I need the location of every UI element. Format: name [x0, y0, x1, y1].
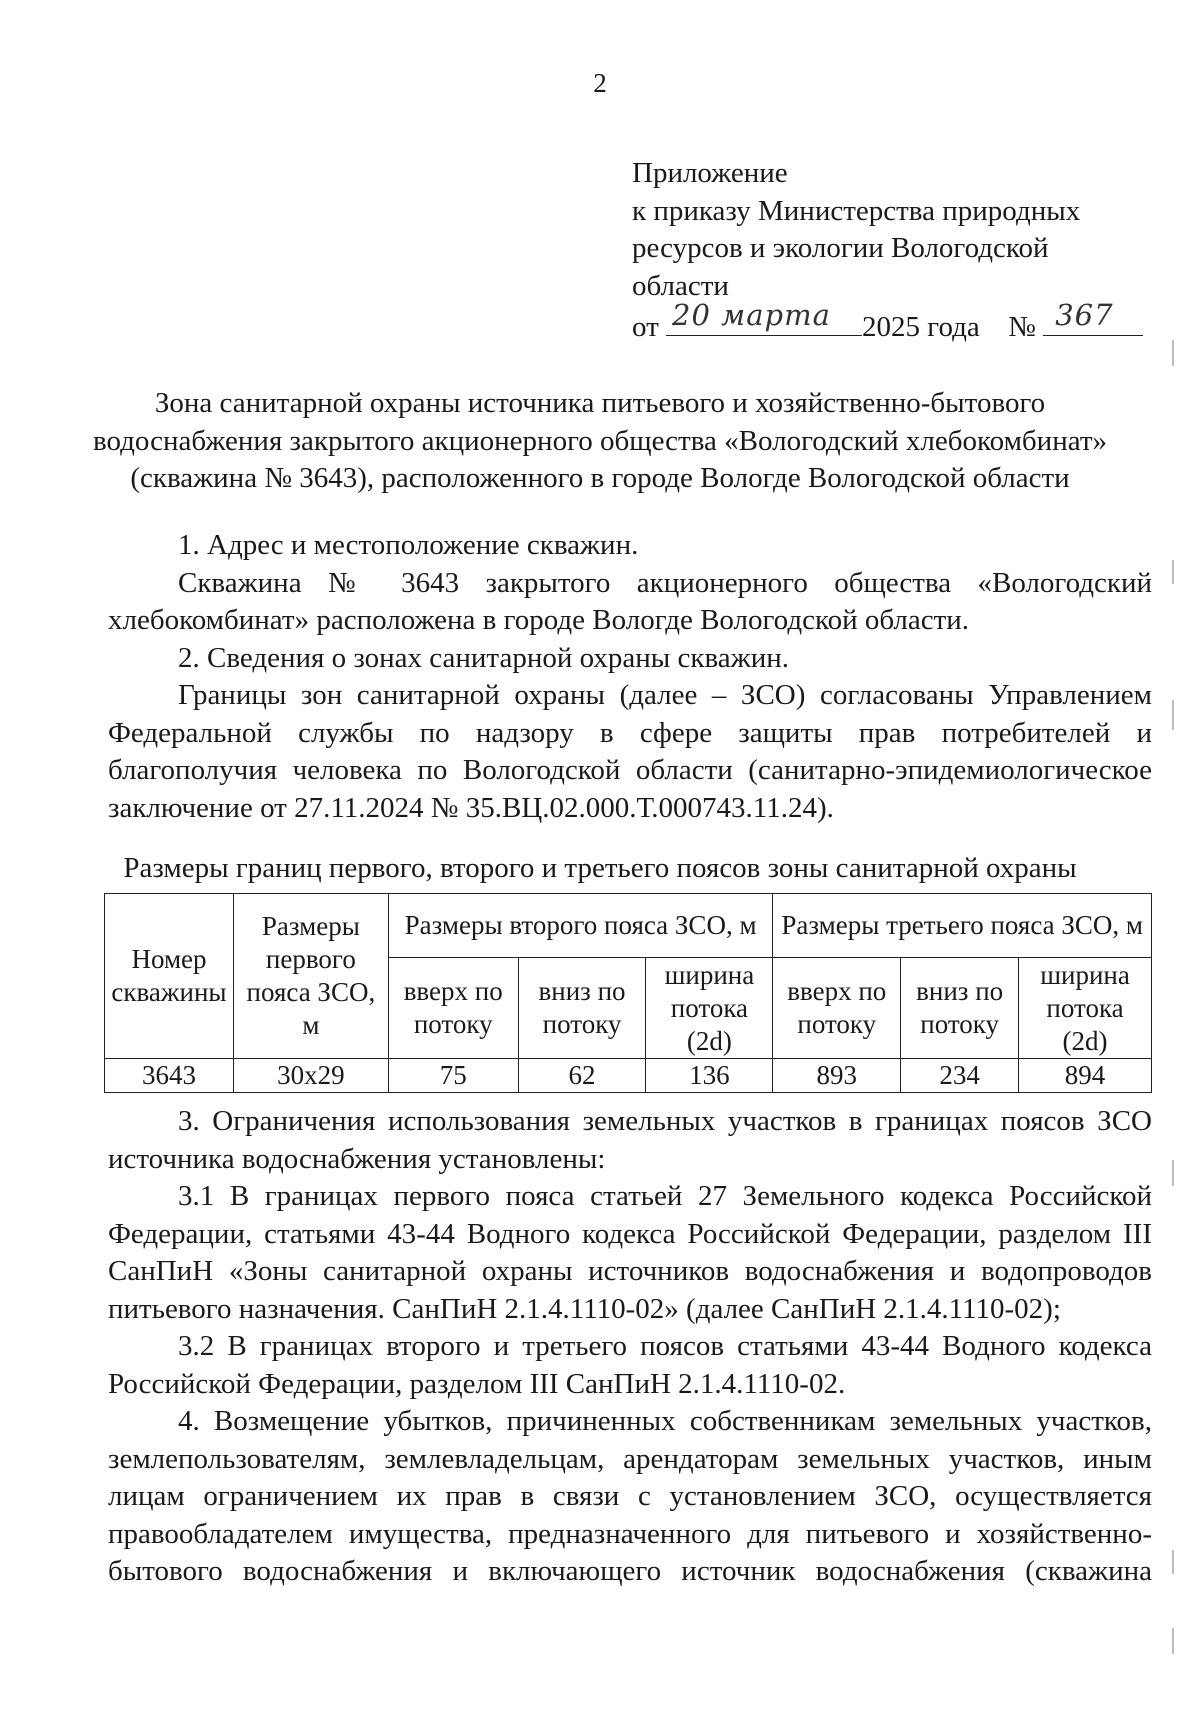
handwritten-date: 20 марта	[672, 297, 831, 332]
section-1-heading: 1. Адрес и местоположение скважин.	[178, 529, 639, 561]
section-3-2-text: 3.2 В границах второго и третьего поясов статьями 43-44 Водного кодекса Российской Федерации, разделом III СанПиН 2.1.4.1110-02.	[108, 1330, 1152, 1400]
cell-third-down: 234	[901, 1059, 1019, 1093]
scan-edge-mark	[1172, 560, 1174, 584]
handwritten-number: 367	[1055, 297, 1114, 332]
appendix-line: Приложение	[632, 157, 788, 189]
table-row	[105, 1059, 1152, 1093]
scan-edge-mark	[1172, 1160, 1174, 1186]
header-third-width: ширина потока (2d)	[1019, 958, 1152, 1059]
number-label: №	[1008, 311, 1036, 343]
appendix-date-line	[632, 297, 1143, 347]
scan-edge-mark	[1172, 340, 1174, 366]
header-third-belt: Размеры третьего пояса ЗСО, м	[773, 894, 1152, 958]
cell-second-down: 62	[518, 1059, 646, 1093]
title-line: Зона санитарной охраны источника питьевого и хозяйственно-бытового	[154, 387, 1046, 419]
appendix-line: области	[632, 269, 729, 302]
date-prefix: от	[632, 311, 659, 343]
scan-edge-mark	[1172, 1550, 1174, 1574]
cell-well: 3643	[105, 1059, 234, 1093]
section-3-1-text: 3.1 В границах первого пояса статьей 27 Земельного кодекса Российской Федерации, статьями 43-44 Водного кодекса Российской Федерации, разделом III СанПиН «Зоны санитарной охраны источников водоснабжения и водопроводов питьевого назначения. СанПиН 2.1.4.1110-02» (далее СанПиН 2.1.4.1110-02);	[108, 1180, 1152, 1325]
page-number: 2	[593, 68, 607, 98]
cell-third-up: 893	[773, 1059, 901, 1093]
section-2-heading: 2. Сведения о зонах санитарной охраны скважин.	[178, 641, 789, 674]
header-second-upstream: вверх по потоку	[388, 958, 518, 1059]
scan-edge-mark	[1172, 700, 1174, 730]
title-line: водоснабжения закрытого акционерного общества «Вологодский хлебокомбинат»	[92, 424, 1108, 457]
header-second-belt: Размеры второго пояса ЗСО, м	[388, 894, 773, 958]
cell-second-up: 75	[388, 1059, 518, 1093]
cell-third-width: 894	[1019, 1059, 1152, 1093]
scan-edge-mark	[1172, 1628, 1174, 1654]
section-3-text: 3. Ограничения использования земельных участков в границах поясов ЗСО источника водоснабжения установлены:	[108, 1105, 1152, 1175]
zso-dimensions-table	[104, 893, 1152, 1093]
header-second-width: ширина потока (2d)	[646, 958, 773, 1059]
cell-first-belt: 30х29	[233, 1059, 388, 1093]
sections-1-2	[108, 527, 1152, 827]
appendix-line: к приказу Министерства природных	[632, 194, 1081, 227]
sections-3-4	[108, 1103, 1152, 1591]
section-2-text: Границы зон санитарной охраны (далее – ЗСО) согласованы Управлением Федеральной службы по надзору в сфере защиты прав потребителей и благополучия человека по Вологодской области (санитарно-эпидемиологическое заключение от 27.11.2024 № 35.ВЦ.02.000.Т.000743.11.24).	[108, 679, 1152, 824]
header-third-downstream: вниз по потоку	[901, 958, 1019, 1059]
appendix-block	[632, 155, 1143, 347]
number-signature-line	[1043, 297, 1143, 336]
cell-second-width: 136	[646, 1059, 773, 1093]
section-1-text: Скважина № 3643 закрытого акционерного общества «Вологодский хлебокомбинат» расположена в городе Вологде Вологодской области.	[108, 566, 1152, 636]
section-4-text: 4. Возмещение убытков, причиненных собственникам земельных участков, землепользователям, землевладельцам, арендаторам земельных участков, иным лицам ограничением их прав в связи с установлением ЗСО, осуществляется правообладателем имущества, предназначенного для питьевого и хозяйственно-бытового водоснабжения и включающего источник водоснабжения (скважина	[108, 1405, 1152, 1587]
document-title	[0, 385, 1200, 498]
title-line: (скважина № 3643), расположенного в городе Вологде Вологодской области	[130, 462, 1070, 494]
table-caption: Размеры границ первого, второго и третьего поясов зоны санитарной охраны	[123, 852, 1077, 884]
date-year: 2025 года	[862, 311, 980, 343]
header-well-number: Номер скважины	[105, 894, 234, 1059]
header-first-belt: Размеры первого пояса ЗСО, м	[233, 894, 388, 1059]
header-third-upstream: вверх по потоку	[773, 958, 901, 1059]
appendix-line: ресурсов и экологии Вологодской	[632, 232, 1049, 264]
header-second-downstream: вниз по потоку	[518, 958, 646, 1059]
date-signature-line	[666, 297, 862, 336]
